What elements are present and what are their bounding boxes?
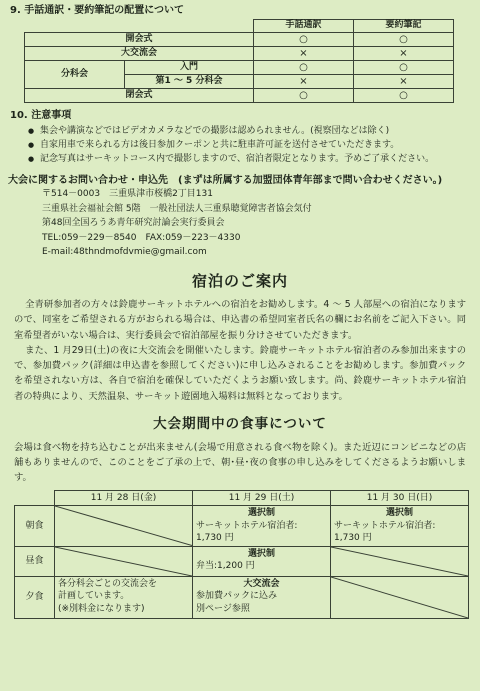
meal-cell-title: 選択制 (385, 508, 413, 519)
meal-cell-text: 計画しています。 (58, 591, 130, 602)
day-header: 11 月 29 日(土) (193, 490, 331, 506)
header-summary: 要約筆記 (354, 20, 454, 33)
contact-lead: 大会に関するお問い合わせ・申込先 (まずは所属する加盟団体青年部まで問い合わせください。) (8, 175, 443, 186)
empty-cell (55, 546, 193, 576)
meals-paragraph: 会場は食べ物を持ち込むことが出来ません(会場で用意される食べ物を除く)。また近辺にコンビニなどの店舗もありませんので、このことをご了承の上で、朝･昼･夜の食事の申し込みをしてくださるようお願いします。 (14, 441, 466, 484)
contact-email[interactable]: E-mail:48thndmofdvmie@gmail.com (42, 247, 207, 257)
row-label: 入門 (125, 61, 254, 75)
contact-address: 〒514－0003 三重県津市桜橋2丁目131 (42, 189, 213, 199)
meal-cell-title: 選択制 (247, 508, 275, 519)
contact-block (8, 174, 472, 260)
section10-title: 10. 注意事項 (10, 110, 72, 121)
cell-value: ○ (254, 61, 354, 75)
meal-cell (193, 576, 331, 618)
cell-value: ○ (254, 33, 354, 47)
meal-cell-text: (※別料金になります) (58, 603, 145, 614)
meal-label: 昼食 (15, 546, 55, 576)
row-label: 開会式 (25, 33, 254, 47)
meal-cell (193, 546, 331, 576)
list-item: ● 自家用車で来られる方は後日参加クーポンと共に駐車許可証を送付させていただきます。 (28, 138, 472, 152)
cell-value: × (254, 47, 354, 61)
lodging-title: 宿泊のご案内 (191, 271, 288, 290)
list-item: ● 記念写真はサーキットコース内で撮影しますので、宿泊者限定となります。予めご了承ください。 (28, 152, 472, 166)
empty-cell (55, 506, 193, 547)
cell-value: × (354, 75, 454, 89)
meal-cell-price: 弁当:1,200 円 (196, 561, 255, 572)
section9-title: 9. 手話通訳・要約筆記の配置について (10, 5, 185, 16)
meal-cell-title: 選択制 (247, 548, 275, 559)
empty-cell (331, 576, 469, 618)
day-header: 11 月 28 日(金) (55, 490, 193, 506)
contact-committee: 第48回全国ろうあ青年研究討論会実行委員会 (42, 218, 225, 228)
group-label: 分科会 (25, 61, 125, 89)
meal-cell-title: 大交流会 (243, 578, 280, 589)
meal-cell-price: 1,730 円 (334, 533, 372, 544)
row-label: 第1 ～ 5 分科会 (125, 75, 254, 89)
meal-cell (331, 506, 469, 547)
cell-value: × (254, 75, 354, 89)
meal-cell-text: 別ページ参照 (196, 603, 250, 614)
meal-cell-text: 参加費パックに込み (196, 591, 278, 602)
meals-title: 大会期間中の食事について (153, 416, 327, 433)
cell-value: ○ (354, 33, 454, 47)
meal-cell-text: サーキットホテル宿泊者: (334, 520, 436, 531)
meal-cell-text: 各分科会ごとの交流会を (58, 578, 158, 589)
meal-label: 朝食 (15, 506, 55, 547)
meal-cell (55, 576, 193, 618)
meal-cell-price: 1,730 円 (196, 533, 234, 544)
meal-cell (193, 506, 331, 547)
day-header: 11 月 30 日(日) (331, 490, 469, 506)
contact-phone: TEL:059－229－8540 FAX:059－223－4330 (42, 232, 241, 243)
notes-list (28, 124, 472, 166)
lodging-paragraph-1: 全青研参加者の方々は鈴鹿サーキットホテルへの宿泊をお勧めします。4 ～ 5 人部屋への宿泊になりますので、同室をご希望される方がおられる場合は、申込書の希望同室者氏名の欄にお名前をご記入下さい。同室希望者がいない場合は、実行委員会で宿泊部屋を振り分けさせていただきます。 (14, 299, 466, 341)
cell-value: ○ (354, 61, 454, 75)
row-label: 閉会式 (25, 89, 254, 103)
list-item: ● 集会や講演などではビデオカメラなどでの撮影は認められません。(視察団などは除く) (28, 124, 472, 138)
header-sign: 手話通訳 (254, 20, 354, 33)
cell-value: × (354, 47, 454, 61)
meal-table (14, 490, 469, 619)
interpreter-table (24, 19, 454, 103)
meal-label: 夕食 (15, 576, 55, 618)
cell-value: ○ (354, 89, 454, 103)
cell-value: ○ (254, 89, 354, 103)
empty-cell (331, 546, 469, 576)
meal-cell-text: サーキットホテル宿泊者: (196, 520, 298, 531)
row-label: 大交流会 (25, 47, 254, 61)
lodging-paragraph-2: また、1 月29日(土)の夜に大交流会を開催いたします。鈴鹿サーキットホテル宿泊者のみ参加出来ますので、参加費パック(詳細は申込書を参照してください)に申し込みされることをお勧めします。参加費パックを希望されない方は、各自で宿泊を確保していただくようお願い致します。尚、鈴鹿サーキットホテル宿泊者の特典により、天然温泉、サーキット遊園地入場料は無料となっております。 (14, 344, 466, 402)
contact-building: 三重県社会福祉会館 5階 一般社団法人三重県聴覚障害者協会気付 (42, 203, 312, 214)
